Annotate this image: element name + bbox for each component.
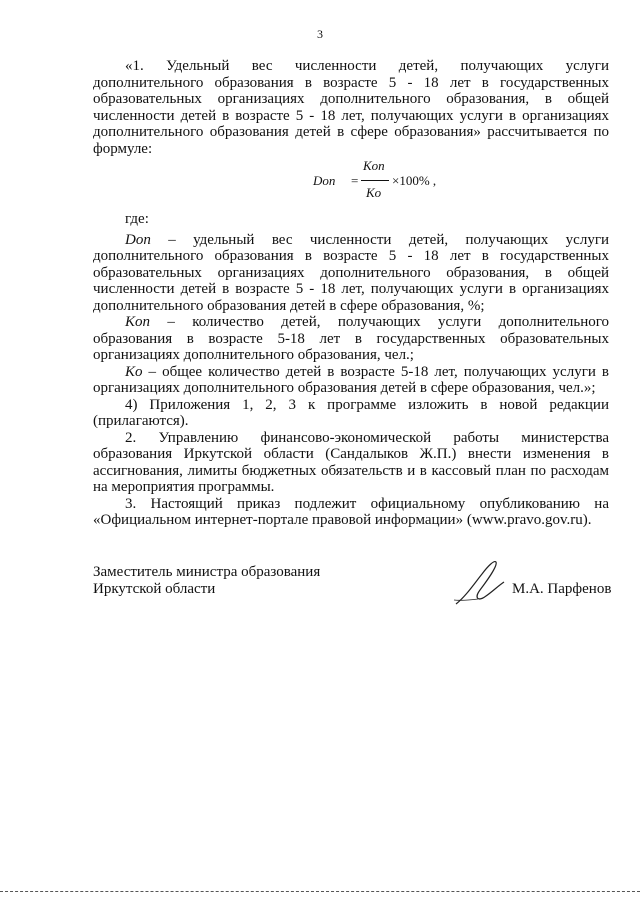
document-body — [93, 58, 609, 529]
signer-name: М.А. Парфенов — [512, 581, 612, 597]
formula-denominator: Kо — [366, 185, 382, 200]
definition-kop-text: – количество детей, получающих услуги дополнительного образования в возрасте 5-18 лет в государственных образовательных организациях дополнительного образования, чел.; — [93, 314, 609, 363]
definition-ko — [93, 364, 609, 397]
definition-doop — [93, 232, 609, 315]
paragraph-item-4: 4) Приложения 1, 2, 3 к программе изложить в новой редакции (прилагаются). — [93, 396, 609, 429]
definition-ko-text: – общее количество детей в возрасте 5-18 лет, получающих услуги в организациях дополнительного образования детей в сфере образования, чел.»; — [93, 363, 609, 396]
term-doop: Dоп — [125, 231, 151, 248]
definition-doop-text: – удельный вес численности детей, получающих услуги дополнительного образования в возрасте 5 - 18 лет в государственных образовательных организациях дополнительного образования, в общей численности детей в возрасте 5 - 18 лет, получающих услуги в организациях дополнительного образования детей в сфере образования, %; — [93, 231, 609, 314]
signer-position-line1: Заместитель министра образования — [93, 564, 321, 580]
paragraph-item-2: 2. Управлению финансово-экономической работы министерства образования Иркутской области (Сандалыков Ж.П.) внести изменения в ассигнования, лимиты бюджетных обязательств и в кассовый план по расходам на мероприятия программы. — [93, 429, 609, 495]
handwritten-signature — [452, 556, 512, 610]
formula — [313, 157, 609, 211]
term-ko: Kо — [125, 363, 143, 380]
paragraph-item-3: 3. Настоящий приказ подлежит официальному опубликованию на «Официальном интернет-портале правовой информации» (www.pravo.gov.ru). — [93, 495, 609, 528]
fraction-bar — [361, 180, 389, 181]
definition-kop — [93, 314, 609, 364]
formula-equals: = — [351, 173, 359, 188]
term-kop: Kоп — [125, 314, 151, 330]
paragraph-definition: «1. Удельный вес численности детей, получающих услуги дополнительного образования в возрасте 5 - 18 лет в государственных образовательных организациях дополнительного образования, в общей численности детей в возрасте 5 - 18 лет, получающих услуги в организациях дополнительного образования детей в сфере образования» рассчитывается по формуле: — [93, 58, 609, 157]
page-number: 3 — [317, 27, 323, 41]
formula-multiplier: ×100% , — [392, 173, 437, 188]
formula-numerator: Kоп — [363, 158, 385, 173]
where-label: где: — [125, 211, 149, 227]
footer-divider — [0, 891, 640, 893]
signer-position-line2: Иркутской области — [93, 580, 216, 597]
formula-lhs: Dоп — [313, 173, 336, 188]
